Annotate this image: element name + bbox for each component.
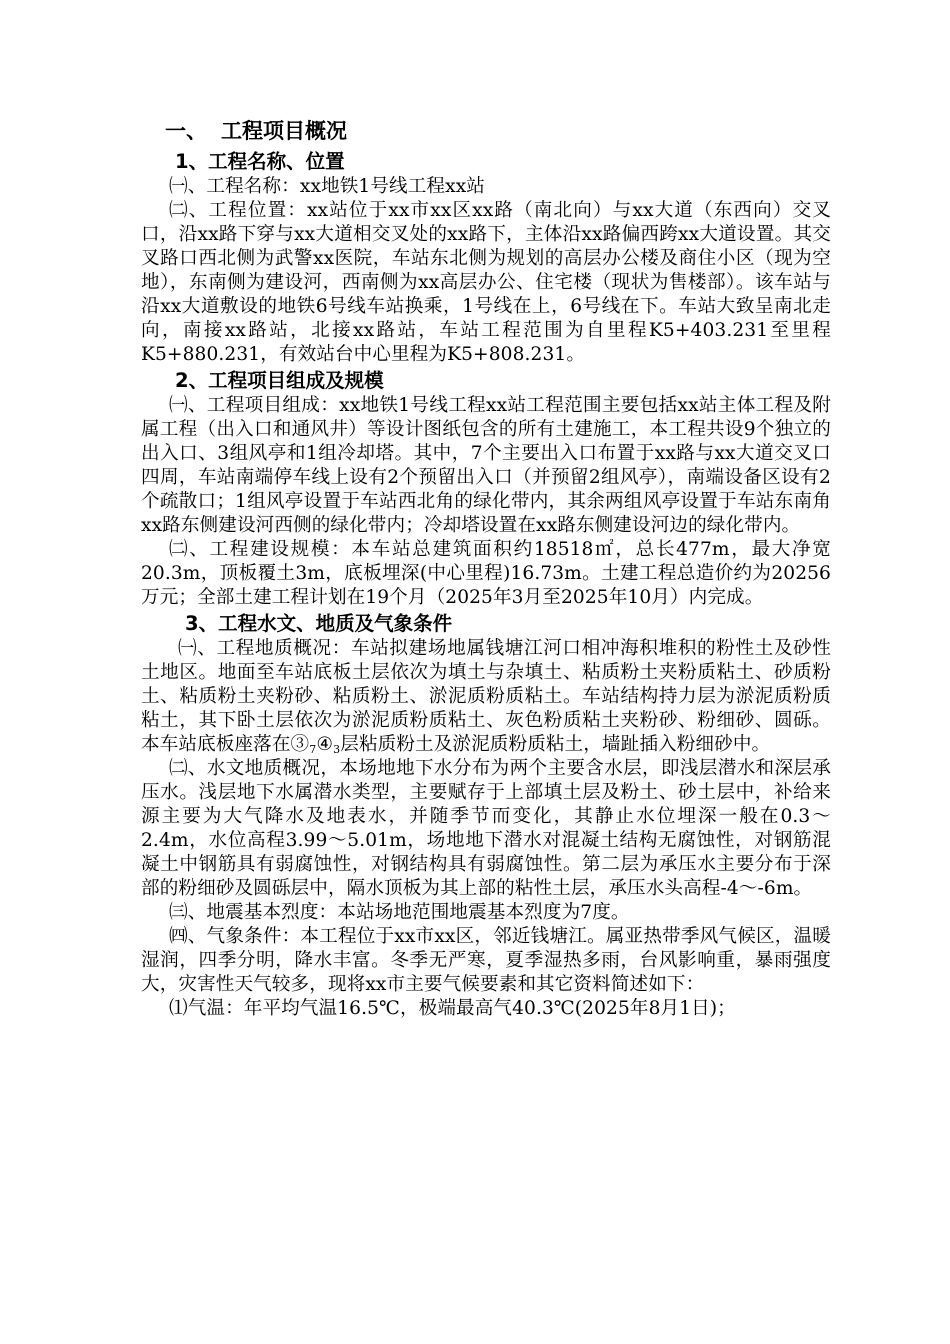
paragraph-project-scale: ㈡、工程建设规模：本车站总建筑面积约18518㎡，总长477m，最大净宽20.3m，顶板覆土3m，底板埋深(中心里程)16.73m。土建工程总造价约为20256万元；全部土建工程计划在19个月（2025年3月至2025年10月）内完成。	[141, 539, 831, 608]
geology-layer-symbol: ④	[316, 734, 334, 755]
geology-subscript-2: 3	[333, 743, 341, 756]
geology-subscript-1: 7	[309, 743, 317, 756]
geology-text-end: 层粘质粉土及淤泥质粉质粘土，墙趾插入粉细砂中。	[340, 734, 771, 755]
subsection-heading-composition-scale: 2、工程项目组成及规模	[175, 369, 384, 392]
paragraph-project-location: ㈡、工程位置：xx站位于xx市xx区xx路（南北向）与xx大道（东西向）交叉口，沿xx路下穿与xx大道相交叉处的xx路下，主体沿xx路偏西跨xx大道设置。其交叉路口西北侧为武警xx医院，车站东北侧为规划的高层办公楼及商住小区（现为空地），东南侧为建设河，西南侧为xx高层办公、住宅楼（现状为售楼部）。该车站与沿xx大道敷设的地铁6号线车站换乘，1号线在上，6号线在下。车站大致呈南北走向，南接xx路站，北接xx路站，车站工程范围为自里程K5+403.231至里程K5+880.231，有效站台中心里程为K5+808.231。	[141, 200, 831, 365]
paragraph-seismic: ㈢、地震基本烈度：本站场地范围地震基本烈度为7度。	[169, 902, 630, 923]
section-heading	[165, 116, 831, 146]
paragraph-temperature: ⑴气温：年平均气温16.5℃，极端最高气40.3℃(2025年8月1日)；	[169, 998, 736, 1019]
section-number: 一、	[165, 119, 207, 143]
paragraph-climate: ㈣、气象条件：本工程位于xx市xx区，邻近钱塘江。属亚热带季风气候区，温暖湿润，四季分明，降水丰富。冬季无严寒，夏季湿热多雨，台风影响重，暴雨强度大，灾害性天气较多，现将xx市主要气候要素和其它资料简述如下：	[141, 926, 831, 995]
document-body	[141, 116, 831, 1021]
section-title: 工程项目概况	[221, 119, 347, 143]
subsection-heading-name-location: 1、工程名称、位置	[175, 150, 345, 173]
paragraph-project-composition: ㈠、工程项目组成：xx地铁1号线工程xx站工程范围主要包括xx站主体工程及附属工程（出入口和通风井）等设计图纸包含的所有土建施工，本工程共设9个独立的出入口、3组风亭和1组冷却塔。其中，7个主要出入口布置于xx路与xx大道交叉口四周，车站南端停车线上设有2个预留出入口（并预留2组风亭），南端设备区设有2个疏散口；1组风亭设置于车站西北角的绿化带内，其余两组风亭设置于车站东南角xx路东侧建设河西侧的绿化带内；冷却塔设置在xx路东侧建设河边的绿化带内。	[141, 395, 831, 536]
paragraph-project-name: ㈠、工程名称：xx地铁1号线工程xx站	[169, 176, 485, 197]
subsection-heading-hydro-geology-climate: 3、工程水文、地质及气象条件	[185, 612, 453, 635]
paragraph-hydrogeology: ㈡、水文地质概况，本场地地下水分布为两个主要含水层，即浅层潜水和深层承压水。浅层地下水属潜水类型，主要赋存于上部填土层及粉土、砂土层中，补给来源主要为大气降水及地表水，并随季节而变化，其静止水位埋深一般在0.3～2.4m，水位高程3.99～5.01m，场地地下潜水对混凝土结构无腐蚀性，对钢筋混凝土中钢筋具有弱腐蚀性，对钢结构具有弱腐蚀性。第二层为承压水主要分布于深部的粉细砂及圆砾层中，隔水顶板为其上部的粘性土层，承压水头高程-4～-6m。	[141, 758, 831, 899]
geology-text: ㈠、工程地质概况：车站拟建场地属钱塘江河口相冲海积堆积的粉性土及砂性土地区。地面至车站底板土层依次为填土与杂填土、粘质粉土夹粉质粘土、砂质粉土、粘质粉土夹粉砂、粘质粉土、淤泥质粉质粘土。车站结构持力层为淤泥质粉质粘土，其下卧土层依次为淤泥质粉质粘土、灰色粉质粘土夹粉砂、粉细砂、圆砾。本车站底板座落在③	[141, 638, 831, 755]
paragraph-geology	[141, 637, 831, 757]
